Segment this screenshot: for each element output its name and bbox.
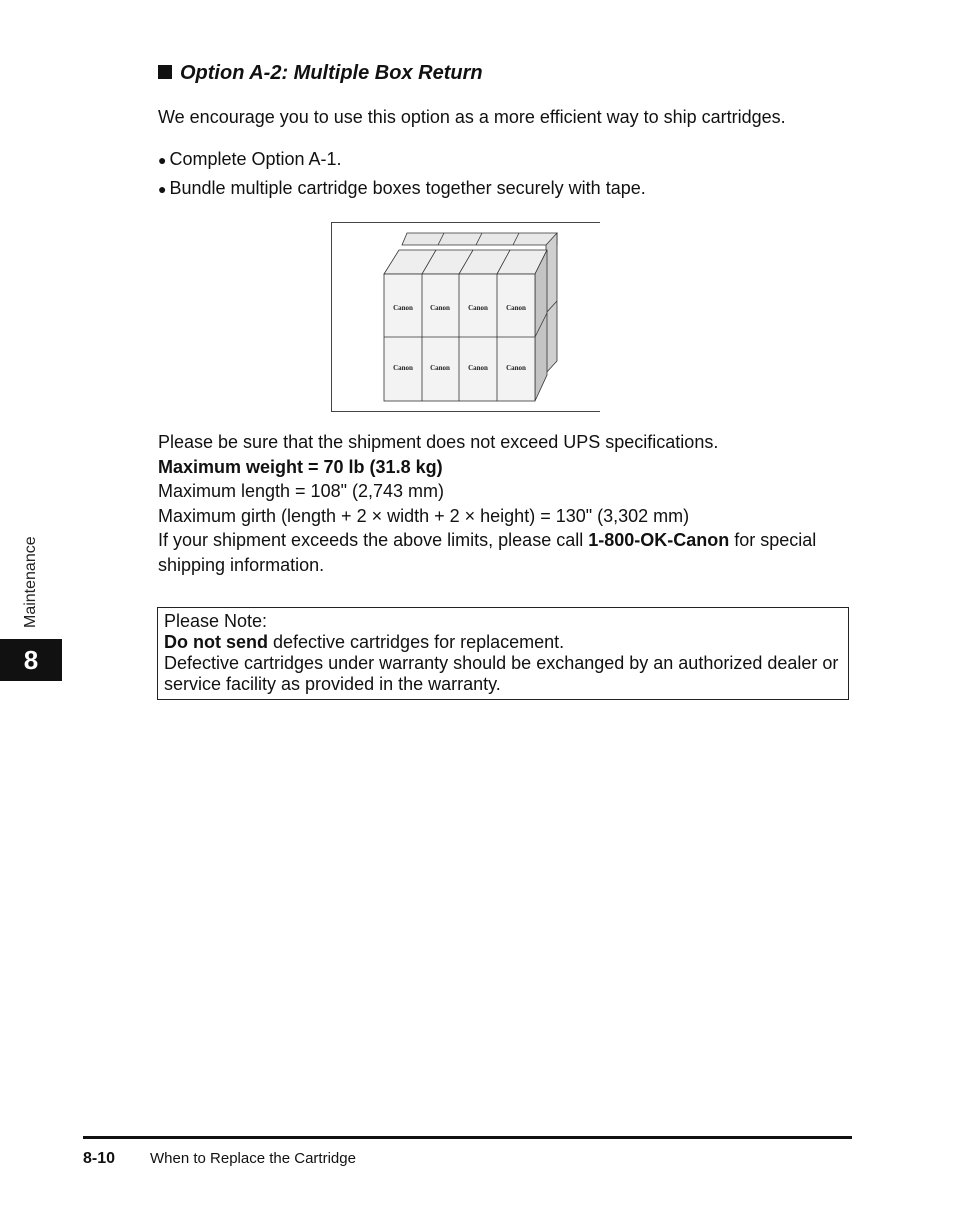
ups-spec-line: Please be sure that the shipment does not exceed UPS specifications.	[158, 432, 719, 452]
box-brand-label: Canon	[468, 304, 488, 312]
max-weight: Maximum weight = 70 lb (31.8 kg)	[158, 456, 443, 477]
max-length: Maximum length = 108" (2,743 mm)	[158, 481, 445, 501]
page-number: 8-10	[83, 1150, 116, 1167]
shipping-specs	[158, 430, 858, 577]
bullet-dot-icon: ●	[158, 152, 167, 168]
section-heading-text: Option A-2: Multiple Box Return	[180, 62, 483, 84]
note-box	[157, 607, 849, 700]
square-bullet-icon	[158, 65, 172, 79]
box-brand-label: Canon	[430, 304, 450, 312]
list-item-text: Complete Option A-1.	[169, 149, 342, 169]
phone-number: 1-800-OK-Canon	[588, 530, 730, 550]
list-item	[158, 174, 646, 203]
section-side-label: Maintenance	[22, 536, 39, 628]
max-girth: Maximum girth (length + 2 × width + 2 × height) = 130" (3,302 mm)	[158, 505, 690, 526]
intro-text: We encourage you to use this option as a more efficient way to ship cartridges.	[158, 107, 786, 127]
exceed-prefix: If your shipment exceeds the above limits, please call	[158, 530, 589, 550]
list-item-text: Bundle multiple cartridge boxes together securely with tape.	[169, 178, 646, 198]
box-brand-label: Canon	[506, 304, 526, 312]
bundled-boxes-illustration	[332, 223, 600, 411]
do-not-send-line	[164, 632, 842, 653]
do-not-send-emphasis: Do not send	[164, 632, 268, 652]
warranty-text: Defective cartridges under warranty should be exchanged by an authorized dealer or service facility as provided in the warranty.	[164, 653, 839, 694]
section-heading	[158, 62, 483, 85]
exceed-suffix: for special shipping information.	[158, 530, 817, 575]
footer-title: When to Replace the Cartridge	[150, 1150, 356, 1167]
exceed-limits-text	[158, 528, 858, 577]
list-item	[158, 145, 646, 174]
note-title: Please Note:	[164, 611, 268, 631]
chapter-tab: 8	[0, 639, 62, 681]
bullet-dot-icon: ●	[158, 181, 167, 197]
box-brand-label: Canon	[393, 304, 413, 312]
cartridge-boxes-figure	[331, 222, 600, 412]
footer-divider	[83, 1136, 852, 1139]
box-brand-label: Canon	[506, 364, 526, 372]
box-brand-label: Canon	[468, 364, 488, 372]
box-brand-label: Canon	[430, 364, 450, 372]
box-brand-label: Canon	[393, 364, 413, 372]
bullet-list	[158, 145, 646, 203]
do-not-send-rest: defective cartridges for replacement.	[268, 632, 565, 652]
